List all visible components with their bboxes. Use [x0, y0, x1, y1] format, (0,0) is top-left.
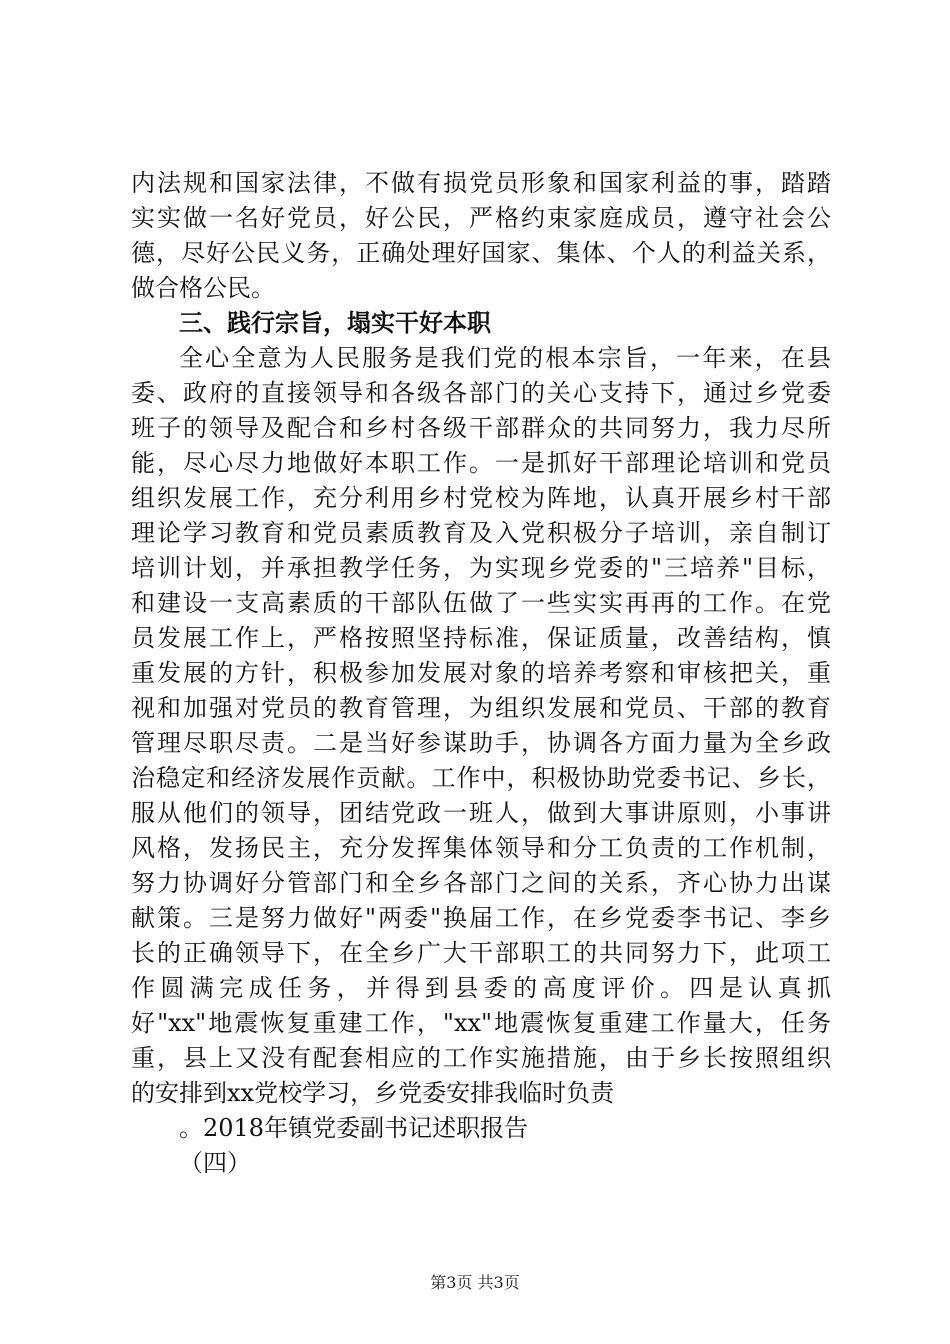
text-line: 治稳定和经济发展作贡献。工作中，积极协助党委书记、乡长，	[131, 764, 831, 792]
text-line: 服从他们的领导，团结党政一班人，做到大事讲原则，小事讲	[131, 799, 831, 827]
text-line: 实实做一名好党员，好公民，严格约束家庭成员，遵守社会公	[131, 204, 831, 232]
text-line: 重，县上又没有配套相应的工作实施措施，由于乡长按照组织	[131, 1044, 831, 1072]
text-line: 努力协调好分管部门和全乡各部门之间的关系，齐心协力出谋	[131, 869, 831, 897]
page-footer: 第3页 共3页	[430, 1273, 520, 1292]
text-line: 风格，发扬民主，充分发挥集体领导和分工负责的工作机制，	[131, 834, 831, 862]
text-line: 重发展的方针，积极参加发展对象的培养考察和审核把关，重	[131, 659, 831, 687]
text-line: 培训计划，并承担教学任务，为实现乡党委的"三培养"目标，	[131, 554, 831, 582]
text-line: 长的正确领导下，在全乡广大干部职工的共同努力下，此项工	[131, 939, 831, 967]
text-line: 内法规和国家法律，不做有损党员形象和国家利益的事，踏踏	[131, 169, 831, 197]
text-line: 班子的领导及配合和乡村各级干部群众的共同努力，我力尽所	[131, 414, 831, 442]
text-line: 的安排到xx党校学习，乡党委安排我临时负责	[131, 1079, 615, 1107]
text-line: 德，尽好公民义务，正确处理好国家、集体、个人的利益关系，	[131, 239, 831, 267]
text-line: 能，尽心尽力地做好本职工作。一是抓好干部理论培训和党员	[131, 449, 831, 477]
text-line: 组织发展工作，充分利用乡村党校为阵地，认真开展乡村干部	[131, 484, 831, 512]
document-body	[131, 166, 831, 1181]
text-line: 全心全意为人民服务是我们党的根本宗旨，一年来，在县	[179, 344, 831, 372]
text-line: 好"xx"地震恢复重建工作，"xx"地震恢复重建工作量大，任务	[131, 1009, 831, 1037]
section-heading: 三、践行宗旨，塌实干好本职	[179, 309, 491, 337]
part-label: （四）	[179, 1149, 251, 1177]
text-line: 理论学习教育和党员素质教育及入党积极分子培训，亲自制订	[131, 519, 831, 547]
text-line: 做合格公民。	[131, 274, 275, 302]
text-line: 员发展工作上，严格按照坚持标准，保证质量，改善结构，慎	[131, 624, 831, 652]
text-line: 献策。三是努力做好"两委"换届工作，在乡党委李书记、李乡	[131, 904, 831, 932]
text-line: 委、政府的直接领导和各级各部门的关心支持下，通过乡党委	[131, 379, 831, 407]
text-line: 作圆满完成任务，并得到县委的高度评价。四是认真抓	[131, 974, 831, 1002]
document-title-line: 。2018年镇党委副书记述职报告	[179, 1114, 529, 1142]
text-line: 管理尽职尽责。二是当好参谋助手，协调各方面力量为全乡政	[131, 729, 831, 757]
text-line: 和建设一支高素质的干部队伍做了一些实实再再的工作。在党	[131, 589, 831, 617]
text-line: 视和加强对党员的教育管理，为组织发展和党员、干部的教育	[131, 694, 831, 722]
